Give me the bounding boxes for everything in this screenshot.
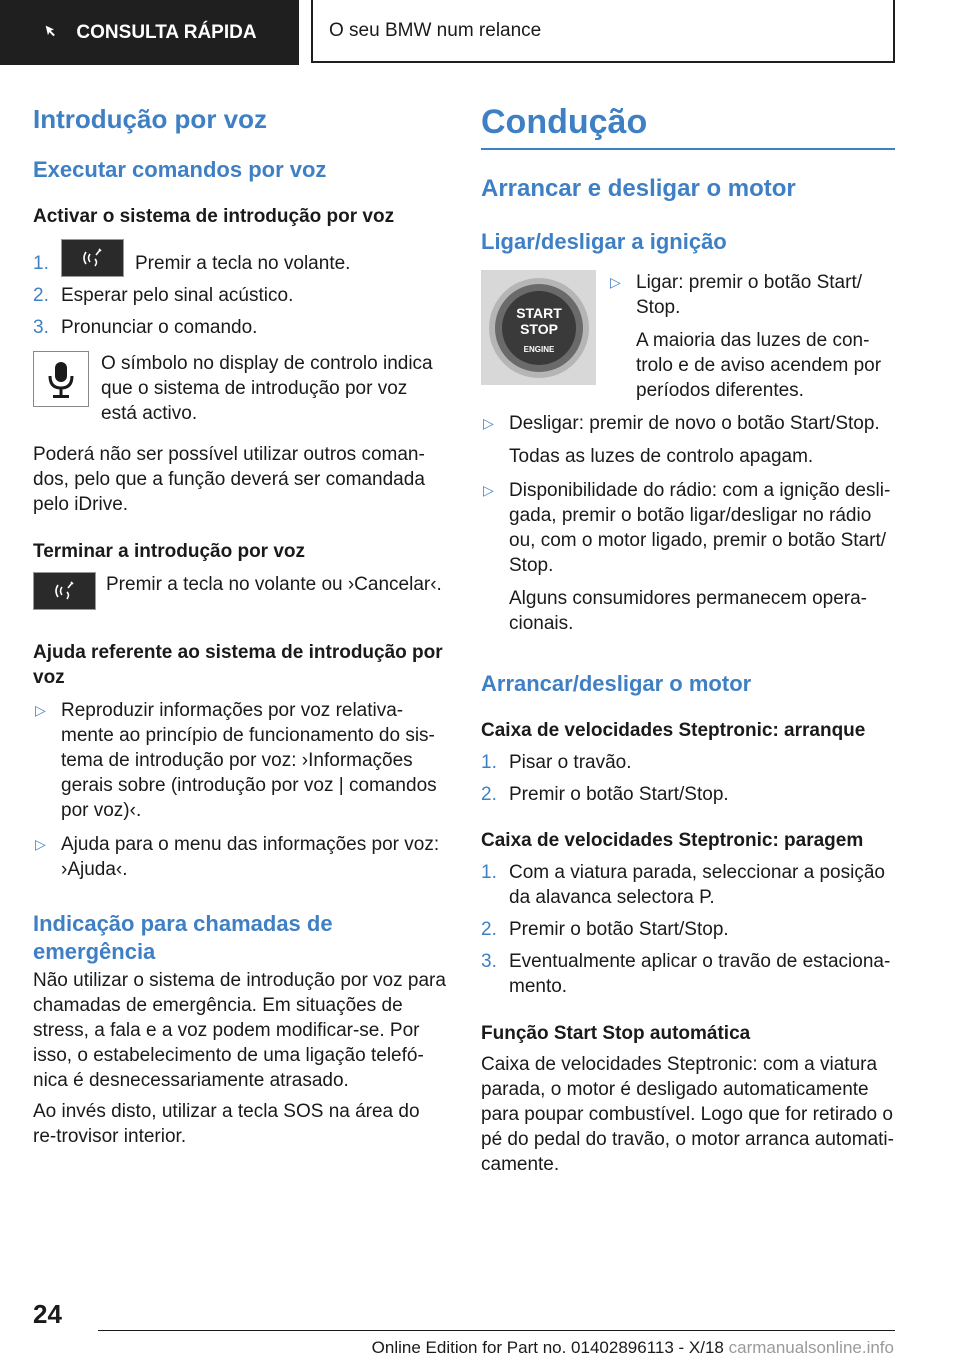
ignition-list	[481, 411, 895, 636]
triangle-bullet-icon: ▷	[483, 482, 494, 498]
list-item: 2. Premir o botão Start/Stop.	[481, 919, 729, 940]
heading-execute-commands: Executar comandos por voz	[33, 157, 327, 182]
heading-voice-input: Introdução por voz	[33, 104, 267, 134]
footer-edition	[372, 1335, 894, 1360]
heading-steptronic-start: Caixa de velocidades Steptronic: arranque	[481, 720, 866, 741]
triangle-bullet-icon: ▷	[35, 836, 46, 852]
right-column	[481, 100, 895, 1177]
list-item: 2. Premir o botão Start/Stop.	[481, 784, 729, 805]
heading-voice-help: Ajuda referente ao sistema de introdução por voz	[33, 642, 443, 688]
heading-start-stop-engine: Arrancar e desligar o motor	[481, 175, 796, 202]
heading-emergency: Indicação para chamadas de emergência	[33, 911, 333, 964]
start-stop-button-icon	[487, 276, 591, 380]
left-column	[33, 100, 448, 1149]
list-item: ▷ Disponibilidade do rádio: com a ignição desli-gada, premir o botão ligar/desligar no rádio ou, com o motor ligado, premir o botão Start/ Stop. Alguns consumidores permanecem opera-cionais.	[483, 480, 891, 634]
paragraph-emergency-1: Não utilizar o sistema de introdução por voz para chamadas de emergência. Em situações de stress, a fala e a voz podem modificar-se. Por isso, o estabelecimento de uma ligação telefó-nica é desnecessariamente atrasado.	[33, 970, 446, 1091]
heading-activate: Activar o sistema de introdução por voz	[33, 206, 395, 227]
end-voice-text: Premir a tecla no volante ou ›Cancelar‹.	[106, 574, 442, 595]
list-item: 3. Eventualmente aplicar o travão de estaciona-mento.	[481, 951, 891, 997]
page-number: 24	[33, 1299, 62, 1329]
footer-rule	[98, 1330, 895, 1331]
activate-steps	[33, 239, 448, 340]
voice-command-icon	[50, 579, 80, 603]
section-tab-label: CONSULTA RÁPIDA	[76, 22, 257, 43]
ignition-item-1	[608, 270, 895, 403]
chapter-title-box	[311, 0, 895, 63]
watermark: carmanualsonline.info	[728, 1338, 894, 1357]
voice-key-button	[33, 572, 96, 610]
voice-active-text: O símbolo no display de controlo indica que o sistema de introdução por voz está activo.	[101, 353, 433, 424]
start-stop-button-image	[481, 270, 596, 385]
heading-auto-start-stop: Função Start Stop automática	[481, 1023, 751, 1044]
list-item: 3. Pronunciar o comando.	[33, 317, 258, 338]
button-start-label: START	[515, 304, 562, 321]
list-item: 2. Esperar pelo sinal acústico.	[33, 285, 294, 306]
list-item: 1. Premir a tecla no volante.	[33, 239, 448, 279]
heading-driving: Condução	[481, 102, 895, 150]
triangle-bullet-icon: ▷	[483, 415, 494, 431]
paragraph-idrive: Poderá não ser possível utilizar outros coman-dos, pelo que a função deverá ser comandada pelo iDrive.	[33, 444, 425, 515]
heading-end-voice: Terminar a introdução por voz	[33, 541, 306, 562]
steptronic-start-steps	[481, 750, 895, 807]
voice-active-symbol	[33, 351, 89, 407]
steptronic-stop-steps	[481, 860, 895, 999]
list-item: ▷ Ligar: premir o botão Start/ Stop. A maioria das luzes de con-trolo e de aviso acendem por períodos diferentes.	[610, 272, 882, 401]
chapter-title: O seu BMW num relance	[329, 20, 542, 41]
microphone-icon	[43, 358, 79, 400]
triangle-bullet-icon: ▷	[35, 702, 46, 718]
heading-steptronic-stop: Caixa de velocidades Steptronic: paragem	[481, 830, 864, 851]
button-engine-label: ENGINE	[523, 344, 554, 354]
list-item: ▷ Reproduzir informações por voz relativa-mente ao princípio de funcionamento do sis-tema de introdução por voz: ›Informações gerais sobre (introdução por voz | comandos por voz)‹.	[35, 700, 437, 821]
heading-start-stop-motor: Arrancar/desligar o motor	[481, 671, 752, 696]
heading-ignition: Ligar/desligar a ignição	[481, 229, 727, 254]
paragraph-auto-start-stop: Caixa de velocidades Steptronic: com a viatura parada, o motor é desligado automaticamente para poupar combustível. Logo que for retirado o pé do pedal do travão, o motor arranca automati-camente.	[481, 1054, 894, 1175]
paragraph-emergency-2: Ao invés disto, utilizar a tecla SOS na área do re-trovisor interior.	[33, 1101, 420, 1147]
voice-key-button	[61, 239, 124, 277]
section-tab[interactable]	[0, 0, 299, 65]
triangle-bullet-icon: ▷	[610, 274, 621, 290]
hand-pointer-icon	[42, 22, 64, 44]
ignition-block	[481, 270, 895, 403]
voice-help-list	[33, 698, 448, 882]
button-stop-label: STOP	[519, 320, 558, 337]
list-item: 1. Pisar o travão.	[481, 752, 632, 773]
list-item: ▷ Desligar: premir de novo o botão Start/Stop. Todas as luzes de controlo apagam.	[483, 413, 880, 467]
list-item: 1. Com a viatura parada, seleccionar a posição da alavanca selectora P.	[481, 862, 885, 908]
voice-active-row	[33, 351, 448, 426]
edition-text: Online Edition for Part no. 01402896113 - X/18	[371, 1338, 724, 1357]
voice-command-icon	[78, 246, 108, 270]
list-item: ▷ Ajuda para o menu das informações por voz: ›Ajuda‹.	[35, 834, 440, 880]
end-voice-row	[33, 572, 448, 610]
